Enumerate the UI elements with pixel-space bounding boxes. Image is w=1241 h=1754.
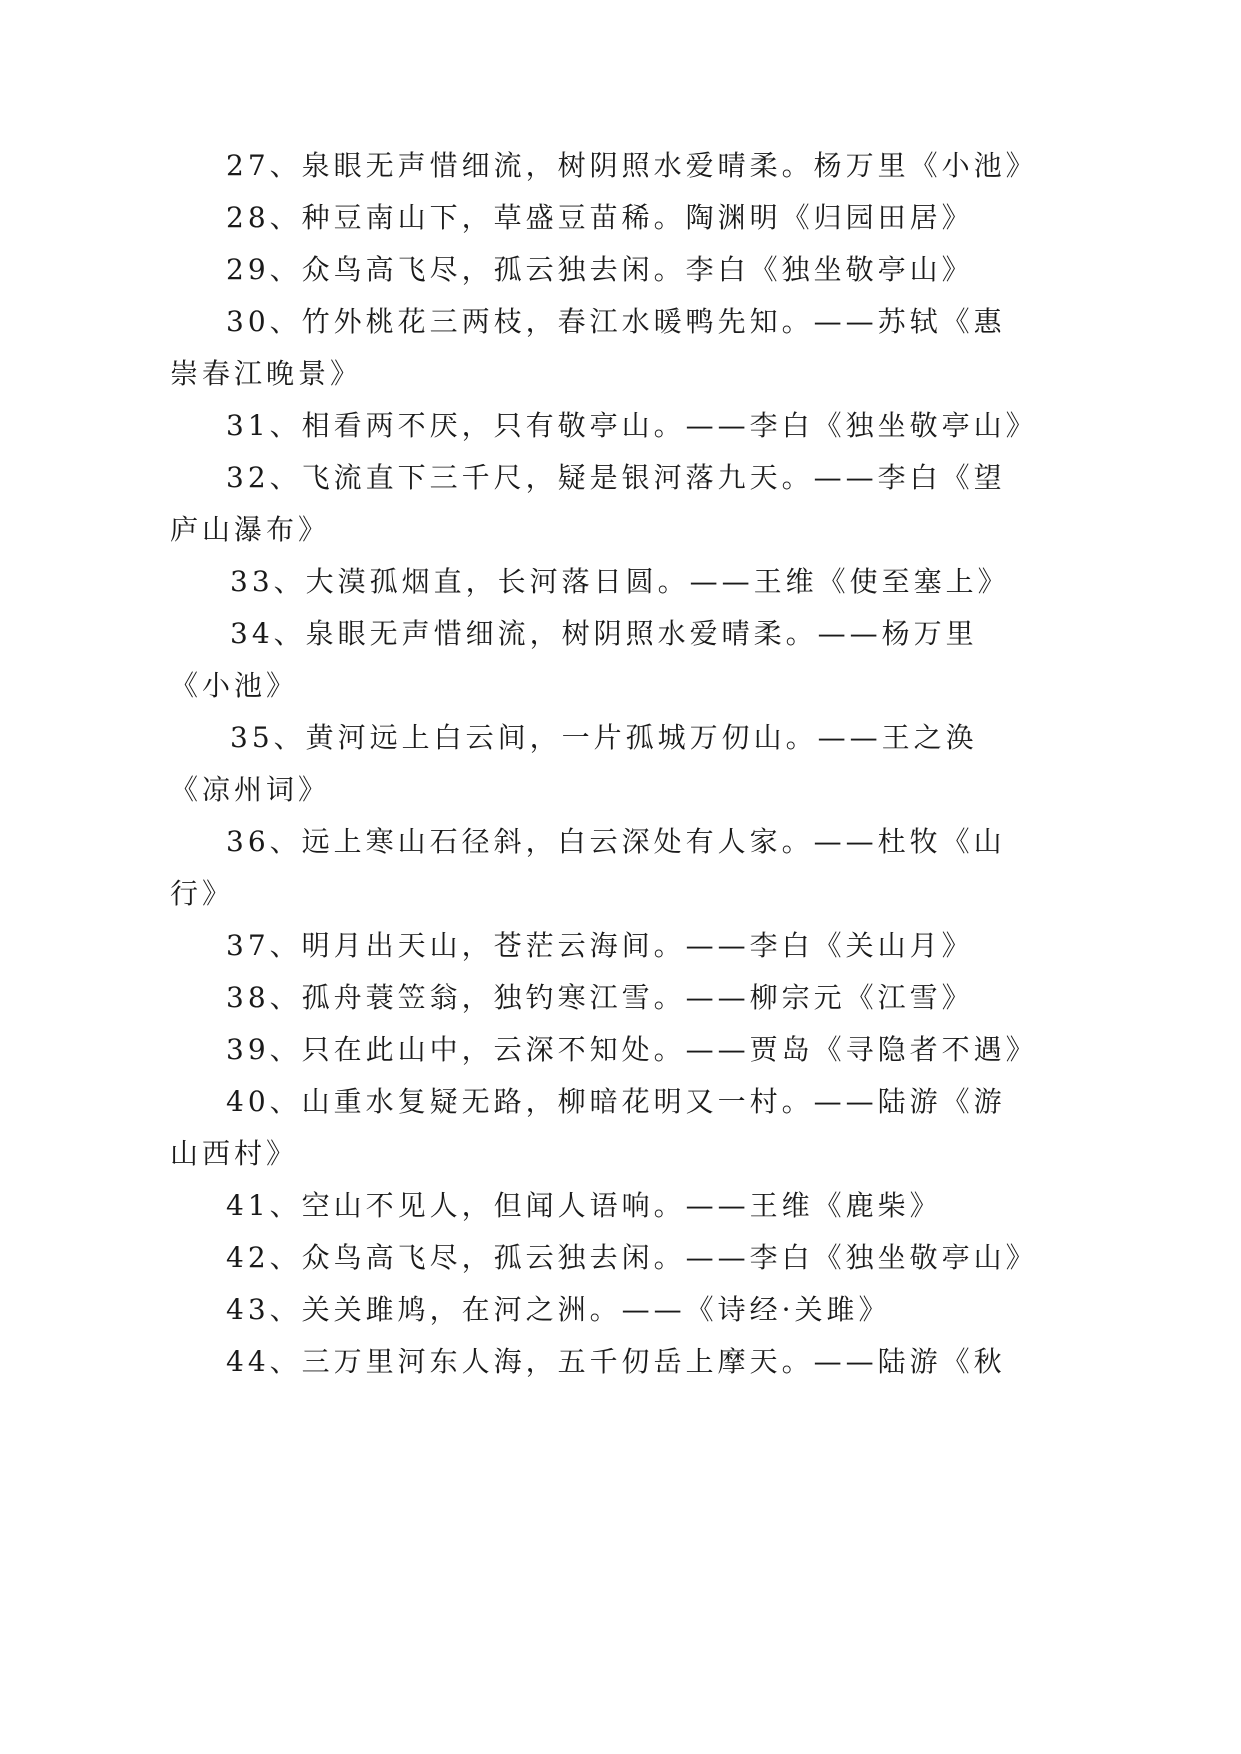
- poem-line: 41、空山不见人，但闻人语响。——王维《鹿柴》: [226, 1189, 942, 1222]
- poem-line: 40、山重水复疑无路，柳暗花明又一村。——陆游《游: [226, 1085, 1006, 1118]
- poem-line-continuation: 庐山瀑布》: [170, 513, 331, 546]
- poem-line: 27、泉眼无声惜细流，树阴照水爱晴柔。杨万里《小池》: [226, 149, 1038, 182]
- poem-line: 43、关关雎鸠，在河之洲。——《诗经·关雎》: [226, 1293, 891, 1326]
- poem-line: 39、只在此山中，云深不知处。——贾岛《寻隐者不遇》: [226, 1033, 1038, 1066]
- poem-line: 44、三万里河东人海，五千仞岳上摩天。——陆游《秋: [226, 1345, 1006, 1378]
- poem-line: 32、飞流直下三千尺，疑是银河落九天。——李白《望: [226, 461, 1006, 494]
- poem-line: 42、众鸟高飞尽，孤云独去闲。——李白《独坐敬亭山》: [226, 1241, 1038, 1274]
- poem-line: 34、泉眼无声惜细流，树阴照水爱晴柔。——杨万里: [230, 617, 978, 650]
- poem-line: 38、孤舟蓑笠翁，独钓寒江雪。——柳宗元《江雪》: [226, 981, 974, 1014]
- poem-line: 33、大漠孤烟直，长河落日圆。——王维《使至塞上》: [230, 565, 1010, 598]
- poem-line: 31、相看两不厌，只有敬亭山。——李白《独坐敬亭山》: [226, 409, 1038, 442]
- poem-line-continuation: 行》: [170, 877, 235, 910]
- poem-line: 35、黄河远上白云间，一片孤城万仞山。——王之涣: [230, 721, 978, 754]
- poem-line-continuation: 崇春江晚景》: [170, 357, 363, 390]
- poem-line-continuation: 山西村》: [170, 1137, 299, 1170]
- poem-line: 29、众鸟高飞尽，孤云独去闲。李白《独坐敬亭山》: [226, 253, 974, 286]
- poem-line: 36、远上寒山石径斜，白云深处有人家。——杜牧《山: [226, 825, 1006, 858]
- poem-line-continuation: 《凉州词》: [170, 773, 331, 806]
- poem-line: 37、明月出天山，苍茫云海间。——李白《关山月》: [226, 929, 974, 962]
- poem-line: 28、种豆南山下，草盛豆苗稀。陶渊明《归园田居》: [226, 201, 974, 234]
- poem-line-continuation: 《小池》: [170, 669, 299, 702]
- poem-line: 30、竹外桃花三两枝，春江水暖鸭先知。——苏轼《惠: [226, 305, 1006, 338]
